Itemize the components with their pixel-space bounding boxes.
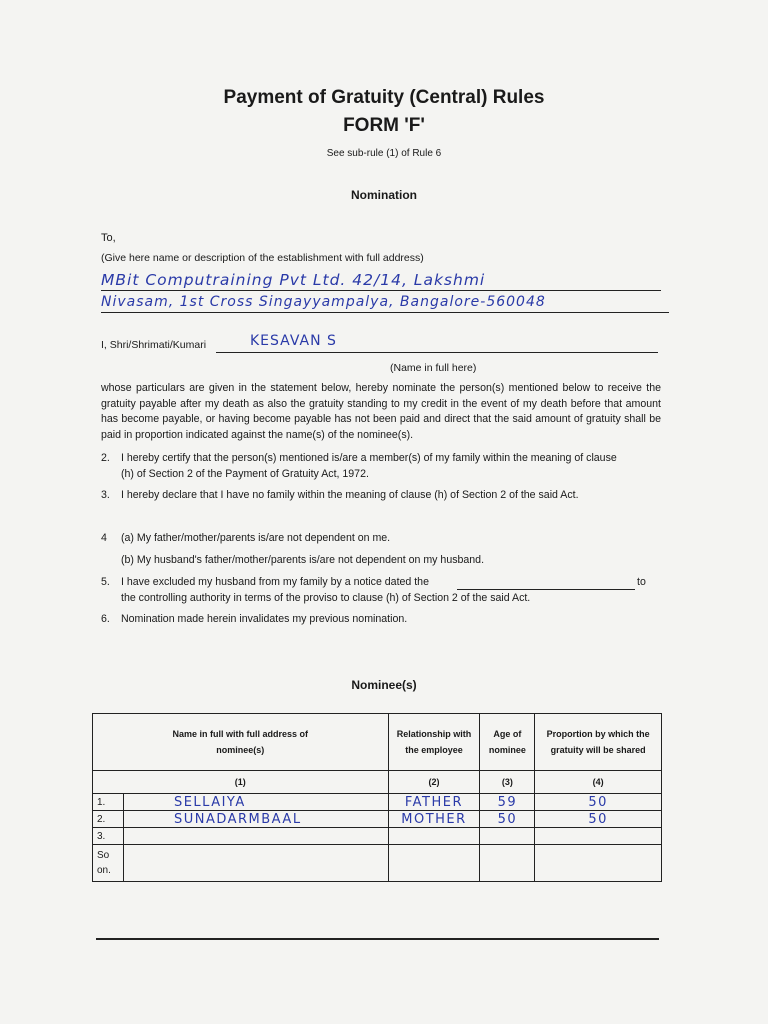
item-6-number: 6. — [101, 613, 110, 625]
item-4-number: 4 — [101, 532, 107, 544]
nominee-name: SUNADARMBAAL — [123, 811, 388, 828]
table-header-row — [93, 714, 662, 771]
item-5-to: to — [637, 576, 646, 588]
table-index-row — [93, 771, 662, 794]
item-5-line2: the controlling authority in terms of the proviso to clause (h) of Section 2 of the said Act. — [121, 592, 531, 604]
nominee-age: 59 — [480, 794, 535, 811]
row-number: 2. — [93, 811, 124, 828]
form-title: Payment of Gratuity (Central) Rules — [223, 87, 545, 108]
row-number: 1. — [93, 794, 124, 811]
item-5-number: 5. — [101, 576, 110, 588]
nominee-share: 50 — [535, 811, 662, 828]
nominee-relationship: MOTHER — [388, 811, 480, 828]
col-header-name: Name in full with full address of nominee(s) — [93, 714, 389, 771]
section-heading: Nomination — [351, 188, 417, 202]
nominees-heading: Nominee(s) — [351, 678, 417, 692]
nominee-relationship: FATHER — [388, 794, 480, 811]
item-3-text: I hereby declare that I have no family within the meaning of clause (h) of Section 2 of the said Act. — [121, 489, 579, 501]
form-subtitle: FORM 'F' — [343, 115, 425, 136]
table-row — [93, 828, 662, 845]
establishment-address-line1: MBit Computraining Pvt Ltd. 42/14, Lakshmi — [101, 270, 661, 291]
item-2-line2: (h) of Section 2 of the Payment of Gratuity Act, 1972. — [121, 468, 369, 480]
item-2-line1: I hereby certify that the person(s) mentioned is/are a member(s) of my family within the meaning of clause — [121, 452, 617, 464]
table-row — [93, 845, 662, 882]
col-index-2: (2) — [388, 771, 480, 794]
establishment-address-line2: Nivasam, 1st Cross Singayyampalya, Bangalore-560048 — [101, 292, 669, 313]
item-5-line1: I have excluded my husband from my family by a notice dated the — [121, 576, 429, 588]
name-hint: (Name in full here) — [390, 362, 477, 374]
nominee-age: 50 — [480, 811, 535, 828]
nominee-age — [480, 845, 535, 882]
nominee-relationship — [388, 828, 480, 845]
nominee-name — [123, 845, 388, 882]
item-6-text: Nomination made herein invalidates my previous nomination. — [121, 613, 408, 625]
bottom-rule — [96, 938, 659, 940]
row-number: So on. — [93, 845, 124, 882]
nominator-name-field — [216, 334, 658, 353]
table-row — [93, 811, 662, 828]
nominee-name — [123, 828, 388, 845]
nominee-relationship — [388, 845, 480, 882]
nominees-table — [92, 713, 662, 882]
nominee-share — [535, 845, 662, 882]
item-4a-text: (a) My father/mother/parents is/are not dependent on me. — [121, 532, 391, 544]
item-4b-text: (b) My husband's father/mother/parents is/are not dependent on my husband. — [121, 554, 485, 566]
address-instruction: (Give here name or description of the establishment with full address) — [101, 252, 424, 264]
nominee-share: 50 — [535, 794, 662, 811]
col-header-proportion: Proportion by which the gratuity will be shared — [535, 714, 662, 771]
col-index-3: (3) — [480, 771, 535, 794]
col-index-4: (4) — [535, 771, 662, 794]
nomination-paragraph: whose particulars are given in the statement below, hereby nominate the person(s) mentioned below to receive the gratuity payable after my death as also the gratuity standing to my credit in the event of my death before that amount has become payable, or having become payable has not been paid and direct that the said amount of gratuity shall be paid in proportion indicated against the name(s) of the nominee(s). — [101, 382, 661, 441]
col-header-age: Age of nominee — [480, 714, 535, 771]
col-header-relationship: Relationship with the employee — [388, 714, 480, 771]
nominator-name: KESAVAN S — [250, 333, 337, 349]
nominee-age — [480, 828, 535, 845]
col-index-1: (1) — [93, 771, 389, 794]
item-2-number: 2. — [101, 452, 110, 464]
table-row — [93, 794, 662, 811]
item-3-number: 3. — [101, 489, 110, 501]
row-number: 3. — [93, 828, 124, 845]
to-label: To, — [101, 232, 116, 244]
nominator-prefix: I, Shri/Shrimati/Kumari — [101, 339, 207, 351]
nominee-name: SELLAIYA — [123, 794, 388, 811]
notice-date-field — [457, 577, 635, 590]
subrule-note: See sub-rule (1) of Rule 6 — [326, 148, 442, 159]
nominee-share — [535, 828, 662, 845]
